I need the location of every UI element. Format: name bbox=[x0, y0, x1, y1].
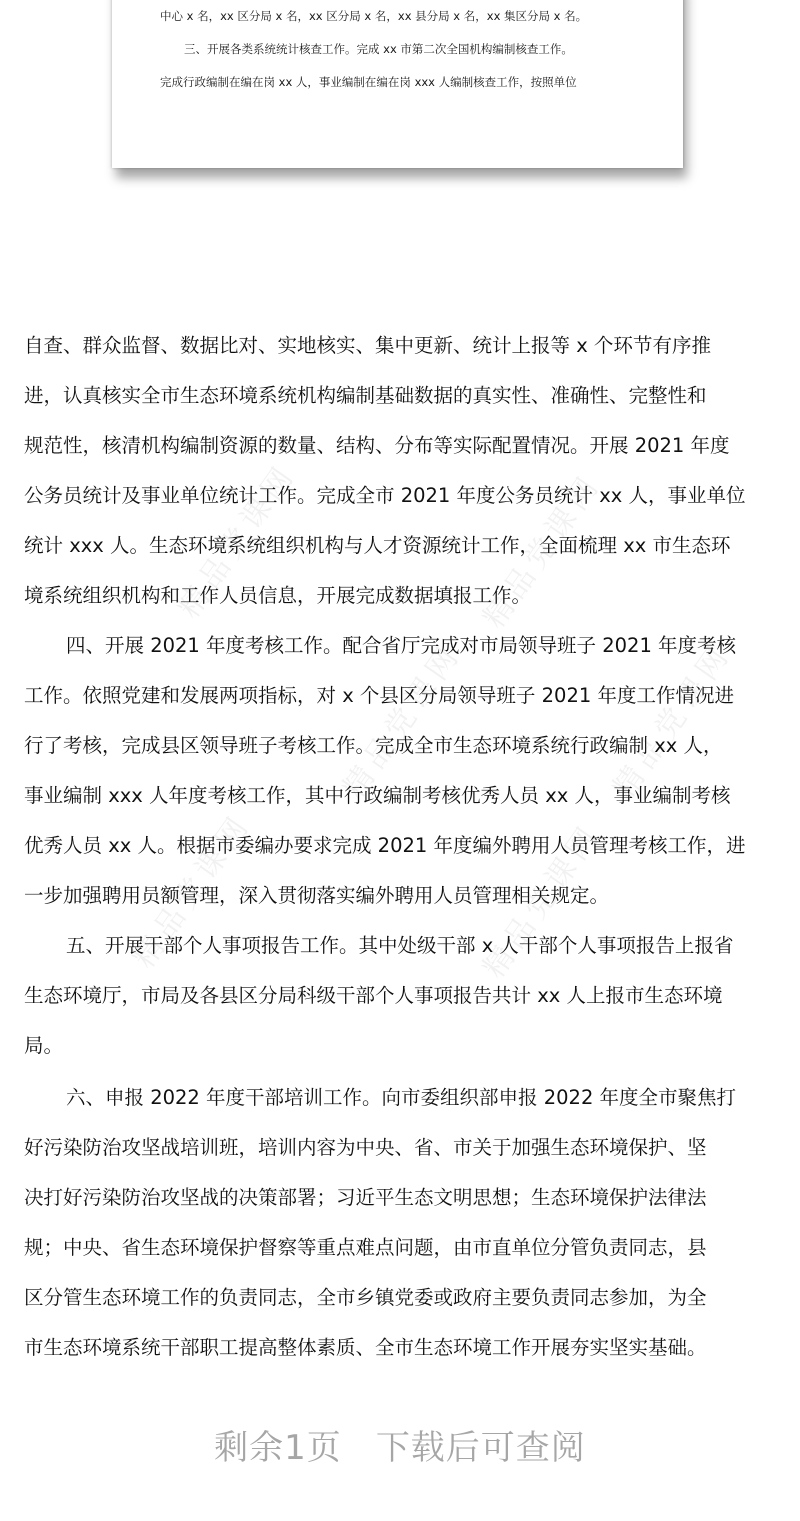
remaining-pages-notice[interactable] bbox=[0, 1420, 800, 1469]
doc-line: 公务员统计及事业单位统计工作。完成全市 2021 年度公务员统计 xx 人，事业单位 bbox=[24, 484, 746, 507]
doc-line: 一步加强聘用员额管理，深入贯彻落实编外聘用人员管理相关规定。 bbox=[24, 884, 610, 907]
watermark: 精品党课网 bbox=[126, 807, 259, 975]
doc-line: 局。 bbox=[24, 1034, 64, 1057]
watermark: 精品党课网 bbox=[476, 467, 609, 635]
doc-line: 进，认真核实全市生态环境系统机构编制基础数据的真实性、准确性、完整性和 bbox=[24, 384, 707, 407]
remaining-pages-label: 剩余1页 bbox=[214, 1428, 342, 1468]
preview-line-2: 三、开展各类系统统计核查工作。完成 xx 市第二次全国机构编制核查工作。 bbox=[184, 42, 573, 56]
preview-page-card bbox=[112, 0, 683, 168]
watermark: 精品党课网 bbox=[606, 637, 739, 805]
watermark: 精品党课网 bbox=[476, 817, 609, 985]
doc-line: 好污染防治攻坚战培训班，培训内容为中央、省、市关于加强生态环境保护、坚 bbox=[24, 1136, 707, 1159]
paragraph-6-heading-line: 六、申报 2022 年度干部培训工作。向市委组织部申报 2022 年度全市聚焦打 bbox=[66, 1086, 737, 1109]
preview-line-3: 完成行政编制在编在岗 xx 人，事业编制在编在岗 xxx 人编制核查工作，按照单位 bbox=[160, 75, 577, 89]
doc-line: 行了考核，完成县区领导班子考核工作。完成全市生态环境系统行政编制 xx 人， bbox=[24, 734, 723, 757]
paragraph-4-heading-line: 四、开展 2021 年度考核工作。配合省厅完成对市局领导班子 2021 年度考核 bbox=[66, 634, 737, 657]
paragraph-5-heading-line: 五、开展干部个人事项报告工作。其中处级干部 x 人干部个人事项报告上报省 bbox=[66, 934, 734, 957]
doc-line: 优秀人员 xx 人。根据市委编办要求完成 2021 年度编外聘用人员管理考核工作，进 bbox=[24, 834, 746, 857]
doc-line: 区分管生态环境工作的负责同志，全市乡镇党委或政府主要负责同志参加，为全 bbox=[24, 1286, 707, 1309]
preview-line-1: 中心 x 名，xx 区分局 x 名，xx 区分局 x 名，xx 县分局 x 名，xx 集区分局 x 名。 bbox=[160, 9, 588, 23]
doc-line: 规范性，核清机构编制资源的数量、结构、分布等实际配置情况。开展 2021 年度 bbox=[24, 434, 730, 457]
watermark: 精品党课网 bbox=[171, 457, 304, 625]
download-hint-label: 下载后可查阅 bbox=[375, 1428, 586, 1468]
doc-line: 规；中央、省生态环境保护督察等重点难点问题，由市直单位分管负责同志，县 bbox=[24, 1236, 707, 1259]
watermark: 精品党课网 bbox=[336, 637, 469, 805]
doc-line: 市生态环境系统干部职工提高整体素质、全市生态环境工作开展夯实坚实基础。 bbox=[24, 1336, 707, 1359]
doc-line: 自查、群众监督、数据比对、实地核实、集中更新、统计上报等 x 个环节有序推 bbox=[24, 334, 711, 357]
doc-line: 境系统组织机构和工作人员信息，开展完成数据填报工作。 bbox=[24, 584, 532, 607]
doc-line: 生态环境厅，市局及各县区分局科级干部个人事项报告共计 xx 人上报市生态环境 bbox=[24, 984, 723, 1007]
doc-line: 工作。依照党建和发展两项指标，对 x 个县区分局领导班子 2021 年度工作情况进 bbox=[24, 684, 734, 707]
doc-line: 统计 xxx 人。生态环境系统组织机构与人才资源统计工作，全面梳理 xx 市生态环 bbox=[24, 534, 731, 557]
doc-line: 事业编制 xxx 人年度考核工作，其中行政编制考核优秀人员 xx 人，事业编制考核 bbox=[24, 784, 731, 807]
doc-line: 决打好污染防治攻坚战的决策部署；习近平生态文明思想；生态环境保护法律法 bbox=[24, 1186, 707, 1209]
